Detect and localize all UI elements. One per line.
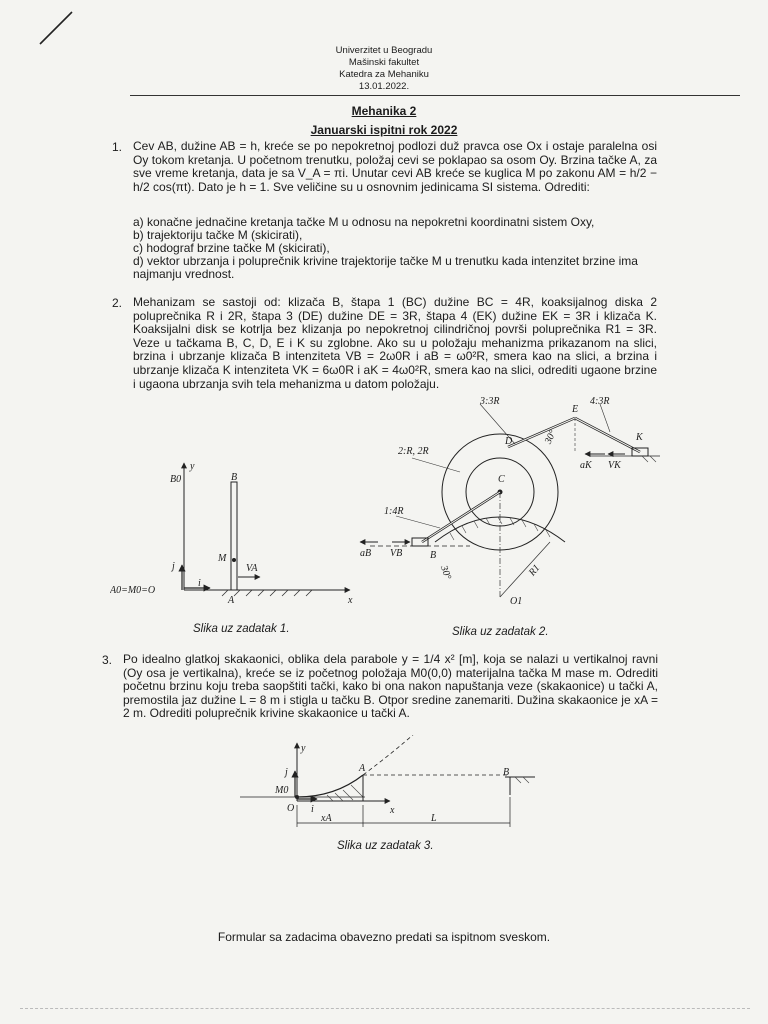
fig1-m-label: M [218,553,227,564]
fig2-c-label: C [498,474,505,485]
pen-mark [30,8,80,48]
figure3-diagram [235,735,545,835]
header-date: 13.01.2022. [358,81,410,92]
fig2-b-label: B [430,550,437,561]
footer-note: Formular sa zadacima obavezno predati sa ispitnom sveskom. [217,930,551,944]
fig2-d-label: D [505,436,513,447]
fig1-b0-label: B0 [170,474,182,485]
header-university: Univerzitet u Beogradu [335,45,433,56]
fig1-a-label: A [228,595,235,606]
scan-edge [20,1008,750,1009]
fig3-l-label: L [431,813,437,824]
fig2-vk-label: VK [608,460,621,471]
fig1-j-label: j [172,561,175,572]
fig1-y-label: y [190,461,195,472]
fig2-disk-label: 2:R, 2R [398,446,429,457]
header-department: Katedra za Mehaniku [339,69,429,80]
fig2-ak-label: aK [580,460,592,471]
fig2-ab-label: aB [360,548,372,559]
problem1-item-c: c) hodograf brzine tačke M (skicirati), [133,241,330,255]
page-subtitle: Januarski ispitni rok 2022 [310,123,458,137]
problem3-text: Po idealno glatkoj skakaonici, oblika dela parabole y = 1/4 x² [m], koja se nalazi u vertikalnoj ravni (Oy osa je vertikalna), kreće se iz početnog položaja M0(0,0) materijalna tačka M mase m. Odrediti početnu brzinu koju treba saopštiti tački, kako bi ona nakon napuštanja veze (skakaonice) u tački A, premostila jaz dužine L = 8 m i stigla u tačku B. Otpor sredine zanemariti. Dužina skakaonice je xA = 2 m. Odrediti poluprečnik krivine skakaonice u tački A. [123,652,658,721]
fig3-xa-label: xA [321,813,332,824]
fig3-i-label: i [311,804,314,815]
fig2-vb-label: VB [390,548,403,559]
fig3-b-label: B [503,767,510,778]
figure3-caption: Slika uz zadatak 3. [337,840,434,852]
fig2-angle-bot: 30° [437,564,454,582]
problem2-number: 2. [112,296,123,310]
fig3-a-label: A [359,763,366,774]
figure2-caption: Slika uz zadatak 2. [452,626,549,638]
fig2-r1-label: R1 [526,562,543,579]
fig3-o-label: O [287,803,295,814]
fig2-k-label: K [636,432,643,443]
page-title: Mehanika 2 [351,104,417,118]
fig3-j-label: j [285,767,288,778]
problem1-item-d: d) vektor ubrzanja i poluprečnik krivine trajektorije tačke M u trenutku kada intenzitet brzine ima najmanju vrednost. [133,254,638,281]
fig1-a0-label: A0=M0=O [110,585,156,596]
figure1-caption: Slika uz zadatak 1. [193,623,290,635]
fig1-va-label: VA [246,563,258,574]
fig3-y-label: y [301,743,306,754]
problem1-item-b: b) trajektoriju tačke M (skicirati), [133,228,303,242]
problem1-number: 1. [112,140,123,154]
header-rule [130,95,740,96]
problem1-text: Cev AB, dužine AB = h, kreće se po nepokretnoj podlozi duž pravca ose Ox i ostaje paralelna osi Oy tokom kretanja. U početnom trenutku, položaj cevi se poklapao sa osom Oy. Brzina tačke A, za sve vreme kretanja, data je sa V_A = πi. Unutar cevi AB kreće se kuglica M po zakonu AM = h/2 − h/2 cos(πt). Dato je h = 1. Sve veličine su u osnovnim jedinicama SI sistema. Odrediti: [133,139,657,194]
fig3-m0-label: M0 [275,785,289,796]
figure1-diagram [110,455,370,620]
problem1-item-a: a) konačne jednačine kretanja tačke M u odnosu na nepokretni koordinatni sistem Oxy, [133,215,595,229]
fig2-e-label: E [572,404,579,415]
fig2-rod4-label: 4:3R [590,396,610,407]
problem2-text: Mehanizam se sastoji od: klizača B, štapa 1 (BC) dužine BC = 4R, koaksijalnog diska 2 poluprečnika R i 2R, štapa 3 (DE) dužine DE = 3R, štapa 4 (EK) dužine EK = 3R i klizača K. Koaksijalni disk se kotrlja bez klizanja po nepokretnoj cilindričnoj površi poluprečnika R1 = 3R. Veze u tačkama B, C, D, E i K su zglobne. Ako su u položaju mehanizma prikazanom na slici, brzina i ubrzanje klizača B intenziteta VB = 2ω0R i aB = ω0²R, smera kao na slici, a brzina i ubrzanje klizača K intenziteta VK = 6ω0R i aK = 4ω0²R, smera kao na slici, odrediti ugaone brzine i ugaona ubrzanja svih tela mehanizma u datom položaju. [133,295,657,391]
fig1-x-label: x [348,595,353,606]
fig2-rod1-label: 1:4R [384,506,404,517]
fig2-o1-label: O1 [510,596,523,607]
fig2-angle-top: 30° [542,428,559,446]
header-faculty: Mašinski fakultet [348,57,420,68]
fig3-x-label: x [390,805,395,816]
problem3-number: 3. [102,653,113,667]
fig1-b-label: B [231,472,238,483]
fig1-i-label: i [198,578,201,589]
figure2-diagram [350,392,670,617]
fig2-rod3-label: 3:3R [480,396,500,407]
